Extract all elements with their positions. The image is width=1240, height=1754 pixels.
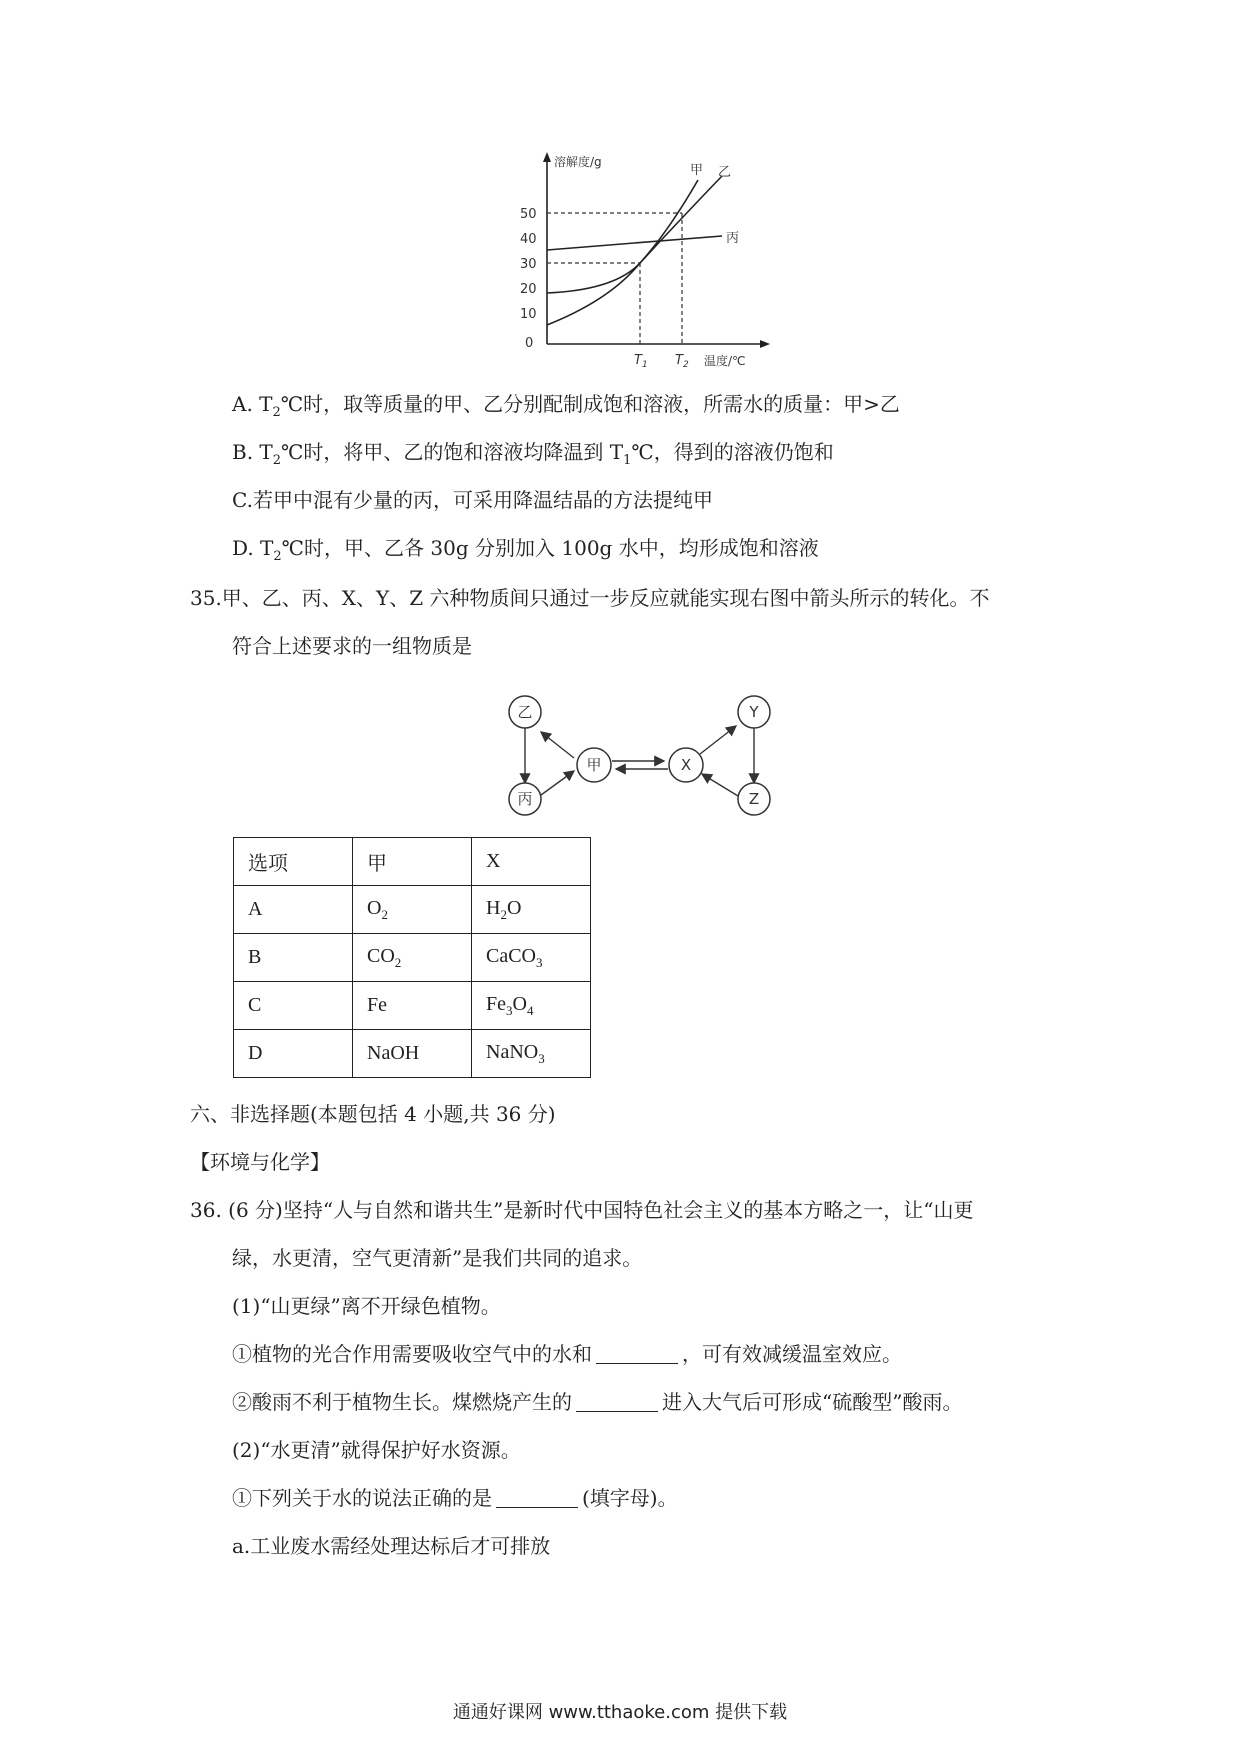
q36-part1a bbox=[232, 1342, 902, 1366]
option-a bbox=[232, 392, 900, 425]
node-z-label: Z bbox=[748, 790, 760, 808]
node-x-label: X bbox=[680, 756, 692, 774]
node-y-label: Y bbox=[749, 703, 759, 721]
y-tick-50: 50 bbox=[520, 207, 537, 222]
option-a-post: ℃时，取等质量的甲、乙分别配制成饱和溶液，所需水的质量：甲>乙 bbox=[280, 392, 900, 416]
arrow-jia-to-yi bbox=[541, 732, 574, 758]
table-row bbox=[234, 886, 591, 934]
node-jia-label: 甲 bbox=[586, 756, 602, 774]
option-b-mid: ℃时，将甲、乙的饱和溶液均降温到 T bbox=[281, 440, 624, 464]
table-row bbox=[234, 934, 591, 982]
option-b-sub2: 1 bbox=[623, 453, 632, 468]
answer-blank[interactable] bbox=[596, 1343, 678, 1364]
row-a-jia: $O_2$ bbox=[353, 886, 472, 934]
q36-part2a bbox=[232, 1486, 678, 1510]
x-axis-arrow bbox=[760, 340, 770, 348]
arrow-bing-to-jia bbox=[541, 771, 574, 795]
transformation-diagram bbox=[498, 682, 798, 822]
page-footer: 通通好课网 www.tthaoke.com 提供下载 bbox=[452, 1702, 788, 1723]
y-tick-20: 20 bbox=[520, 282, 537, 297]
header-x: X bbox=[472, 838, 591, 886]
q36-part1b-text: ②酸雨不利于植物生长。煤燃烧产生的 bbox=[232, 1390, 572, 1414]
q36-part2a-text: ①下列关于水的说法正确的是 bbox=[232, 1486, 492, 1510]
table-header-row bbox=[234, 838, 591, 886]
table-row bbox=[234, 982, 591, 1030]
q36-part1a-text: ①植物的光合作用需要吸收空气中的水和 bbox=[232, 1342, 592, 1366]
row-a-x: $H_2O$ bbox=[472, 886, 591, 934]
x-tick-t2: $T_2$ bbox=[675, 353, 689, 370]
header-jia: 甲 bbox=[353, 838, 472, 886]
q36-part2: (2)“水更清”就得保护好水资源。 bbox=[232, 1438, 521, 1462]
option-d-post: ℃时，甲、乙各 30g 分别加入 100g 水中，均形成饱和溶液 bbox=[281, 536, 819, 560]
section6-subtitle: 【环境与化学】 bbox=[190, 1150, 330, 1174]
row-b-option: B bbox=[234, 934, 353, 982]
options-table bbox=[233, 837, 591, 1078]
arrow-x-to-y bbox=[700, 726, 736, 754]
option-d-pre: D. T bbox=[232, 536, 274, 560]
row-d-jia: NaOH bbox=[353, 1030, 472, 1078]
row-c-option: C bbox=[234, 982, 353, 1030]
curve-label-yi: 乙 bbox=[718, 165, 732, 180]
option-d bbox=[232, 536, 819, 569]
option-b bbox=[232, 440, 834, 473]
x-axis-label: 温度/℃ bbox=[704, 354, 746, 368]
curve-label-bing: 丙 bbox=[726, 231, 740, 246]
arrow-z-to-x bbox=[702, 774, 738, 796]
q36-option-a: a.工业废水需经处理达标后才可排放 bbox=[232, 1534, 551, 1558]
node-bing-label: 丙 bbox=[517, 790, 533, 808]
option-b-sub: 2 bbox=[272, 453, 282, 468]
row-a-option: A bbox=[234, 886, 353, 934]
curve-label-jia: 甲 bbox=[690, 163, 704, 178]
q36-line2: 绿，水更清，空气更清新”是我们共同的追求。 bbox=[232, 1246, 643, 1270]
option-b-pre: B. T bbox=[232, 440, 273, 464]
curve-bing bbox=[547, 236, 722, 250]
q36-part1b-suffix: 进入大气后可形成“硫酸型”酸雨。 bbox=[662, 1390, 963, 1414]
header-option: 选项 bbox=[234, 838, 353, 886]
option-a-pre: A. T bbox=[232, 392, 273, 416]
row-d-x: NaNO$_3$ bbox=[472, 1030, 591, 1078]
row-b-jia: $CO_2$ bbox=[353, 934, 472, 982]
x-tick-t1: $T_1$ bbox=[634, 353, 648, 370]
row-d-option: D bbox=[234, 1030, 353, 1078]
y-tick-40: 40 bbox=[520, 232, 537, 247]
q36-part1: (1)“山更绿”离不开绿色植物。 bbox=[232, 1294, 501, 1318]
y-axis-label: 溶解度/g bbox=[554, 155, 602, 169]
option-c: C.若甲中混有少量的丙，可采用降温结晶的方法提纯甲 bbox=[232, 488, 713, 512]
option-a-sub: 2 bbox=[272, 405, 281, 420]
option-b-post: ℃，得到的溶液仍饱和 bbox=[631, 440, 834, 464]
node-yi-label: 乙 bbox=[517, 703, 533, 721]
q36-line1: 36. (6 分)坚持“人与自然和谐共生”是新时代中国特色社会主义的基本方略之一，让“山更 bbox=[190, 1198, 974, 1222]
curve-yi bbox=[547, 176, 722, 293]
row-c-x: $Fe_3O_4$ bbox=[472, 982, 591, 1030]
q36-part2a-suffix: (填字母)。 bbox=[582, 1486, 678, 1510]
q36-part1a-suffix: ，可有效减缓温室效应。 bbox=[682, 1342, 902, 1366]
q35-line1: 35.甲、乙、丙、X、Y、Z 六种物质间只通过一步反应就能实现右图中箭头所示的转化。不 bbox=[190, 586, 990, 610]
row-c-jia: Fe bbox=[353, 982, 472, 1030]
y-tick-30: 30 bbox=[520, 257, 537, 272]
y-axis-arrow bbox=[543, 152, 551, 162]
row-b-x: CaCO$_3$ bbox=[472, 934, 591, 982]
y-tick-0: 0 bbox=[525, 336, 534, 351]
q36-part1b bbox=[232, 1390, 962, 1414]
answer-blank[interactable] bbox=[576, 1391, 658, 1412]
section6-title: 六、非选择题(本题包括 4 小题,共 36 分) bbox=[190, 1102, 556, 1126]
solubility-graph bbox=[500, 150, 790, 375]
curve-jia bbox=[547, 180, 698, 325]
table-row bbox=[234, 1030, 591, 1078]
answer-blank[interactable] bbox=[496, 1487, 578, 1508]
y-tick-10: 10 bbox=[520, 307, 537, 322]
q35-line2: 符合上述要求的一组物质是 bbox=[232, 634, 472, 658]
option-d-sub: 2 bbox=[273, 549, 282, 564]
